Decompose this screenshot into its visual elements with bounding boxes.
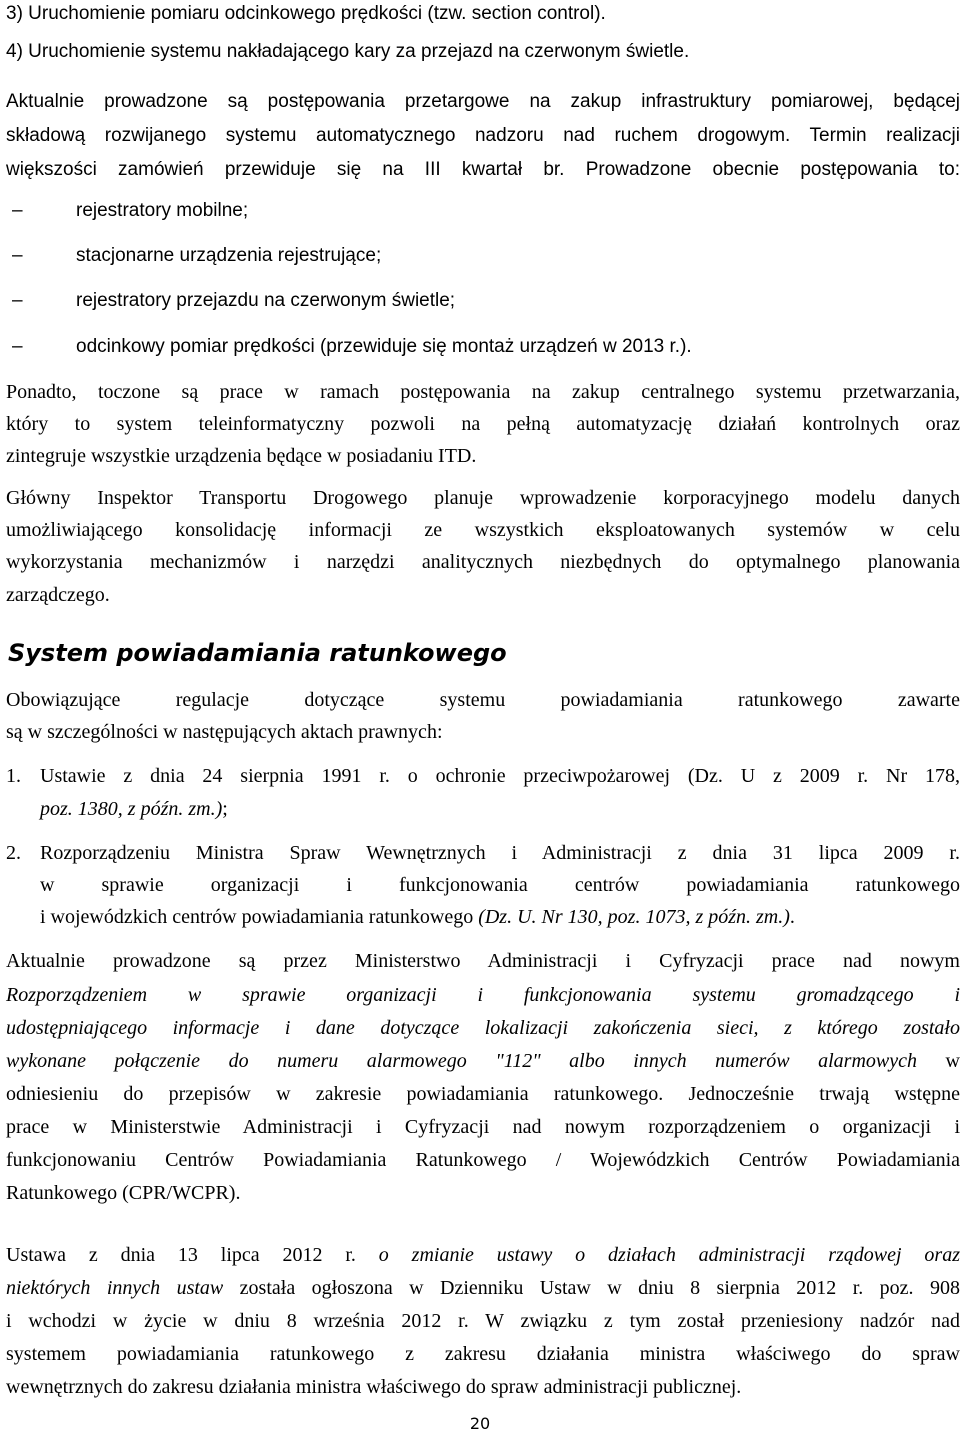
paragraph-line: i wchodzi w życie w dniu 8 września 2012 r. W związku z tym został przeniesiony nadzór nad (6, 1310, 960, 1332)
regular-text: Ustawa z dnia 13 lipca 2012 r. (6, 1244, 379, 1266)
legal-act-line: w sprawie organizacji i funkcjonowania centrów powiadamiania ratunkowego (40, 874, 960, 896)
dash-bullet: – (12, 200, 23, 221)
legal-act-citation: poz. 1380, z późn. zm.) (40, 798, 223, 820)
paragraph-line: Obowiązujące regulacje dotyczące systemu powiadamiania ratunkowego zawarte (6, 689, 960, 711)
paragraph-line (6, 983, 960, 1007)
list-item-4: 4) Uruchomienie systemu nakładającego kary za przejazd na czerwonym świetle. (6, 41, 690, 62)
paragraph-line: są w szczególności w następujących aktach prawnych: (6, 721, 443, 743)
paragraph-line: umożliwiającego konsolidację informacji ze wszystkich eksploatowanych systemów w celu (6, 519, 960, 541)
paragraph-line: wykorzystania mechanizmów i narzędzi analitycznych niezbędnych do optymalnego planowania (6, 551, 960, 573)
paragraph-line: zintegruje wszystkie urządzenia będące w posiadaniu ITD. (6, 445, 477, 467)
legal-act-text: i wojewódzkich centrów powiadamiania ratunkowego (40, 906, 479, 928)
paragraph-line (6, 1049, 960, 1073)
paragraph-line: większości zamówień przewiduje się na III kwartał br. Prowadzone obecnie postępowania to: (6, 159, 960, 180)
paragraph-line (6, 1243, 960, 1267)
paragraph-line (6, 1276, 960, 1300)
italic-text: niektórych innych ustaw (6, 1277, 224, 1299)
regular-text: została ogłoszona w Dzienniku Ustaw w dniu 8 sierpnia 2012 r. poz. 908 (223, 1277, 960, 1299)
legal-act-line: Ustawie z dnia 24 sierpnia 1991 r. o ochronie przeciwpożarowej (Dz. U z 2009 r. Nr 178, (40, 765, 960, 787)
list-number: 2. (6, 842, 21, 864)
paragraph-line: wewnętrznych do zakresu działania ministra właściwego do spraw administracji publicznej. (6, 1376, 742, 1398)
paragraph-line: odniesieniu do przepisów w zakresie powiadamiania ratunkowego. Jednocześnie trwają wstępne (6, 1083, 960, 1105)
bullet-item: rejestratory przejazdu na czerwonym świetle; (76, 290, 456, 311)
italic-text: udostępniającego informacje i dane dotyczące lokalizacji zakończenia sieci, z którego zostało (6, 1017, 960, 1039)
paragraph-line: składową rozwijanego systemu automatycznego nadzoru nad ruchem drogowym. Termin realizacji (6, 125, 960, 146)
paragraph-line: który to system teleinformatyczny pozwoli na pełną automatyzację działań kontrolnych oraz (6, 413, 960, 435)
paragraph-line: Ponadto, toczone są prace w ramach postępowania na zakup centralnego systemu przetwarzania, (6, 381, 960, 403)
bullet-item: stacjonarne urządzenia rejestrujące; (76, 245, 382, 266)
punctuation: . (789, 906, 795, 928)
section-heading: System powiadamiania ratunkowego (8, 639, 507, 667)
list-item-3: 3) Uruchomienie pomiaru odcinkowego prędkości (tzw. section control). (6, 3, 606, 24)
dash-bullet: – (12, 290, 23, 311)
legal-act-citation: (Dz. U. Nr 130, poz. 1073, z późn. zm.) (478, 906, 790, 928)
page-number: 20 (469, 1414, 491, 1433)
dash-bullet: – (12, 245, 23, 266)
bullet-item: odcinkowy pomiar prędkości (przewiduje się montaż urządzeń w 2013 r.). (76, 336, 692, 357)
italic-text: Rozporządzeniem w sprawie organizacji i funkcjonowania systemu gromadzącego i (6, 984, 960, 1006)
bullet-item: rejestratory mobilne; (76, 200, 249, 221)
italic-text: o zmianie ustawy o działach administracji rządowej oraz (378, 1244, 960, 1266)
paragraph-line: systemem powiadamiania ratunkowego z zakresu działania ministra właściwego do spraw (6, 1343, 960, 1365)
list-number: 1. (6, 765, 21, 787)
legal-act-line (40, 905, 960, 929)
paragraph-line: Główny Inspektor Transportu Drogowego planuje wprowadzenie korporacyjnego modelu danych (6, 487, 960, 509)
regular-text: w (917, 1050, 960, 1072)
paragraph-line: Aktualnie prowadzone są postępowania przetargowe na zakup infrastruktury pomiarowej, będącej (6, 91, 960, 112)
paragraph-line (6, 1016, 960, 1040)
paragraph-line: prace w Ministerstwie Administracji i Cyfryzacji nad nowym rozporządzeniem o organizacji i (6, 1116, 960, 1138)
paragraph-line: funkcjonowaniu Centrów Powiadamiania Ratunkowego / Wojewódzkich Centrów Powiadamiania (6, 1149, 960, 1171)
italic-text: wykonane połączenie do numeru alarmowego "112" albo innych numerów alarmowych (6, 1050, 917, 1072)
paragraph-line: Aktualnie prowadzone są przez Ministerstwo Administracji i Cyfryzacji prace nad nowym (6, 950, 960, 972)
dash-bullet: – (12, 336, 23, 357)
paragraph-line: zarządczego. (6, 584, 110, 606)
legal-act-line: Rozporządzeniu Ministra Spraw Wewnętrznych i Administracji z dnia 31 lipca 2009 r. (40, 842, 960, 864)
paragraph-line: Ratunkowego (CPR/WCPR). (6, 1182, 241, 1204)
punctuation: ; (222, 798, 228, 820)
legal-act-line (40, 797, 960, 821)
